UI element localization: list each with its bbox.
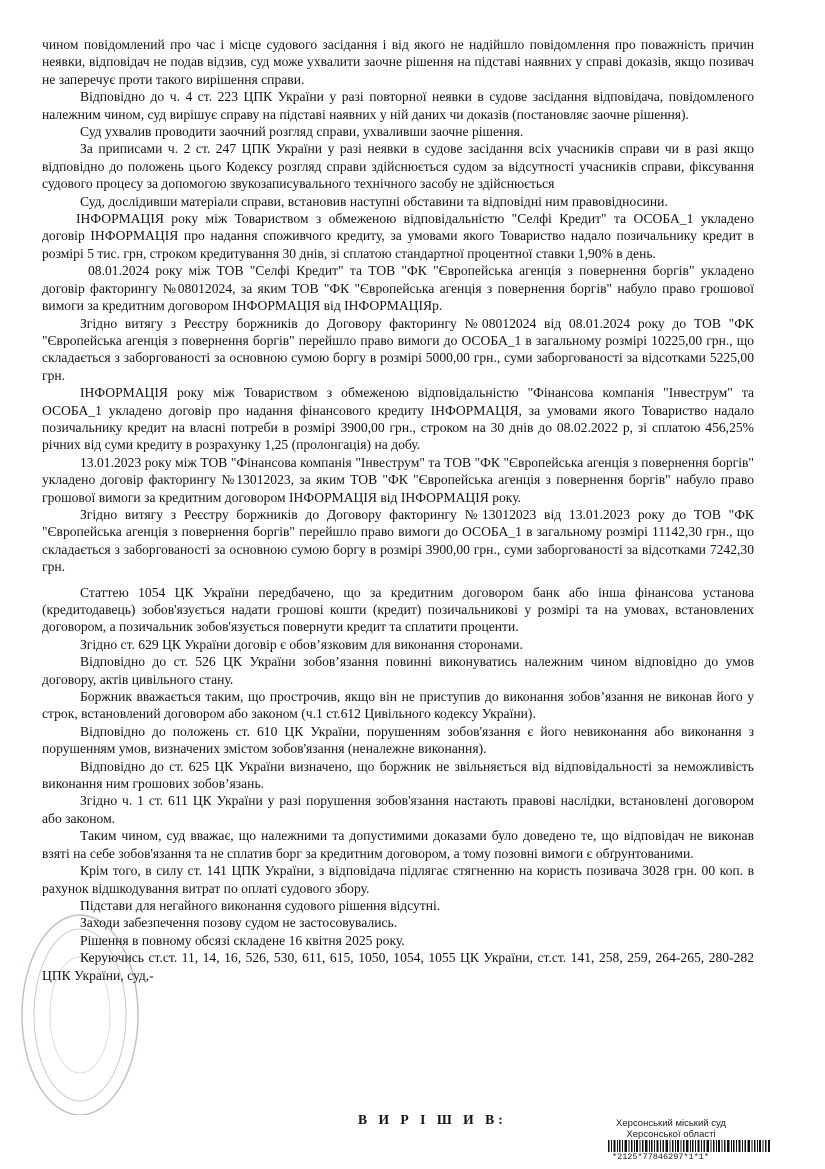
court-name: Херсонський міський суд — [616, 1118, 726, 1129]
paragraph: Відповідно до ч. 4 ст. 223 ЦПК України у разі повторної неявки в судове засідання відповідача, повідомленого належним чином, суд вирішує справу на підставі наявних у ній даних чи доказів (постановляє заочне рішення). — [42, 89, 754, 122]
paragraph: ІНФОРМАЦІЯ року між Товариством з обмеженою відповідальністю "Селфі Кредит" та ОСОБА_1 укладено договір ІНФОРМАЦІЯ про надання споживчого кредиту, за умовами якого Товариство надало позичальнику кредит в розмірі 5 тис. грн, строком кредитування 30 днів, зі сплатою стандартної процентної ставки 1,90% в день. — [42, 211, 754, 261]
barcode-icon — [608, 1140, 770, 1152]
paragraph: Згідно ст. 629 ЦК України договір є обов’язковим для виконання сторонами. — [80, 636, 523, 652]
paragraph: Згідно витягу з Реєстру боржників до Договору факторингу №08012024 від 08.01.2024 року до ТОВ "ФК "Європейська агенція з повернення боргів" перейшло право вимоги до ОСОБА_1 в загальному розмірі 10225,00 грн., що складається з заборгованості за основною сумою боргу в розмірі 5000,00 грн., суми заборгованості за відсотками 5225,00 грн. — [42, 315, 754, 383]
barcode-number: *2125*77846297*1*1* — [612, 1152, 709, 1162]
paragraph: Таким чином, суд вважає, що належними та допустимими доказами було доведено те, що відповідач не виконав взяті на себе зобов'язання та не сплатив борг за кредитним договором, а тому позовні вимоги є обґрунтованими. — [42, 828, 754, 861]
paragraph: Відповідно до положень ст. 610 ЦК України, порушенням зобов'язання є його невиконання або виконання з порушенням умов, визначених змістом зобов'язання (неналежне виконання). — [42, 723, 754, 757]
court-region: Херсонської області — [626, 1129, 716, 1140]
document-body — [42, 36, 754, 984]
paragraph: Заходи забезпечення позову судом не застосовувались. — [80, 915, 398, 931]
paragraph: 13.01.2023 року між ТОВ "Фінансова компанія "Інвеструм" та ТОВ "ФК "Європейська агенція з повернення боргів" укладено договір факторингу №13012023, за яким ТОВ "ФК "Європейська агенція з повернення боргів" набуло право грошової вимоги за кредитним договором ІНФОРМАЦІЯ від ІНФОРМАЦІЯ року. — [42, 454, 754, 505]
paragraph: Статтею 1054 ЦК України передбачено, що за кредитним договором банк або інша фінансова установа (кредитодавець) зобов'язується надати грошові кошти (кредит) позичальникові у розмірі та на умовах, встановлених договором, а позичальник зобов'язується повернути кредит та сплатити проценти. — [42, 584, 754, 635]
paragraph: Згідно ч. 1 ст. 611 ЦК України у разі порушення зобов'язання настають правові наслідки, встановлені договором або законом. — [42, 793, 754, 826]
decision-heading: В И Р І Ш И В: — [358, 1112, 507, 1127]
paragraph: Підстави для негайного виконання судового рішення відсутні. — [80, 897, 441, 913]
paragraph: За приписами ч. 2 ст. 247 ЦПК України у разі неявки в судове засідання всіх учасників справи чи в разі якщо відповідно до положень цього Кодексу розгляд справи здійснюється судом за відсутності учасників справи, фіксування судового процесу за допомогою звукозаписувального технічного засобу не здійснюється — [42, 141, 754, 192]
paragraph: ІНФОРМАЦІЯ року між Товариством з обмеженою відповідальністю "Фінансова компанія "Інвеструм" та ОСОБА_1 укладено договір про надання фінансового кредиту ІНФОРМАЦІЯ, за умовами якого Товариство надало позичальнику кредит на власні потреби в розмірі 3900,00 грн., строком на 30 днів до 08.02.2022 р, зі сплатою 456,25% річних від суми кредиту в розрахунку 1,25 (пролонгація) на добу. — [42, 385, 754, 453]
paragraph: Згідно витягу з Реєстру боржників до Договору факторингу №13012023 від 13.01.2023 року до ТОВ "ФК "Європейська агенція з повернення боргів" перейшло право вимоги до ОСОБА_1 в загальному розмірі 11142,30 грн., що складається з заборгованості за основною сумою боргу в розмірі 3900,00 грн., суми заборгованості за відсотками 7242,30 грн. — [42, 506, 754, 575]
paragraph: 08.01.2024 року між ТОВ "Селфі Кредит" та ТОВ "ФК "Європейська агенція з повернення боргів" укладено договір факторингу №08012024, за яким ТОВ "ФК "Європейська агенція з повернення боргів" набуло право грошової вимоги за кредитним договором ІНФОРМАЦІЯ від ІНФОРМАЦІЯр. — [42, 263, 754, 314]
court-stamp — [616, 1118, 726, 1140]
paragraph: Боржник вважається таким, що прострочив, якщо він не приступив до виконання зобов’язання не виконав його у строк, встановлений договором або законом (ч.1 ст.612 Цивільного кодексу України). — [42, 689, 754, 722]
paragraph: Відповідно до ст. 526 ЦК України зобов’язання повинні виконуватись належним чином відповідно до умов договору, актів цивільного стану. — [42, 654, 754, 687]
paragraph: Суд ухвалив проводити заочний розгляд справи, ухваливши заочне рішення. — [80, 124, 524, 140]
paragraph: Суд, дослідивши матеріали справи, встановив наступні обставини та відповідні ним правовідносини. — [80, 193, 668, 209]
paragraph: Керуючись ст.ст. 11, 14, 16, 526, 530, 611, 615, 1050, 1054, 1055 ЦК України, ст.ст. 141, 258, 259, 264-265, 280-282 ЦПК України, суд,- — [42, 950, 754, 983]
paragraph: Крім того, в силу ст. 141 ЦПК України, з відповідача підлягає стягненню на користь позивача 3028 грн. 00 коп. в рахунок відшкодування витрат по оплаті судового збору. — [42, 863, 754, 896]
paragraph: чином повідомлений про час і місце судового засідання і від якого не надійшло повідомлення про поважність причин неявки, відповідач не подав відзив, суд може ухвалити заочне рішення на підставі наявних у справі доказів, якщо позивач не заперечує проти такого вирішення справи. — [42, 37, 754, 87]
paragraph: Відповідно до ст. 625 ЦК України визначено, що боржник не звільняється від відповідальності за неможливість виконання ним грошових зобов’язань. — [42, 758, 754, 792]
paragraph: Рішення в повному обсязі складене 16 квітня 2025 року. — [80, 932, 405, 948]
